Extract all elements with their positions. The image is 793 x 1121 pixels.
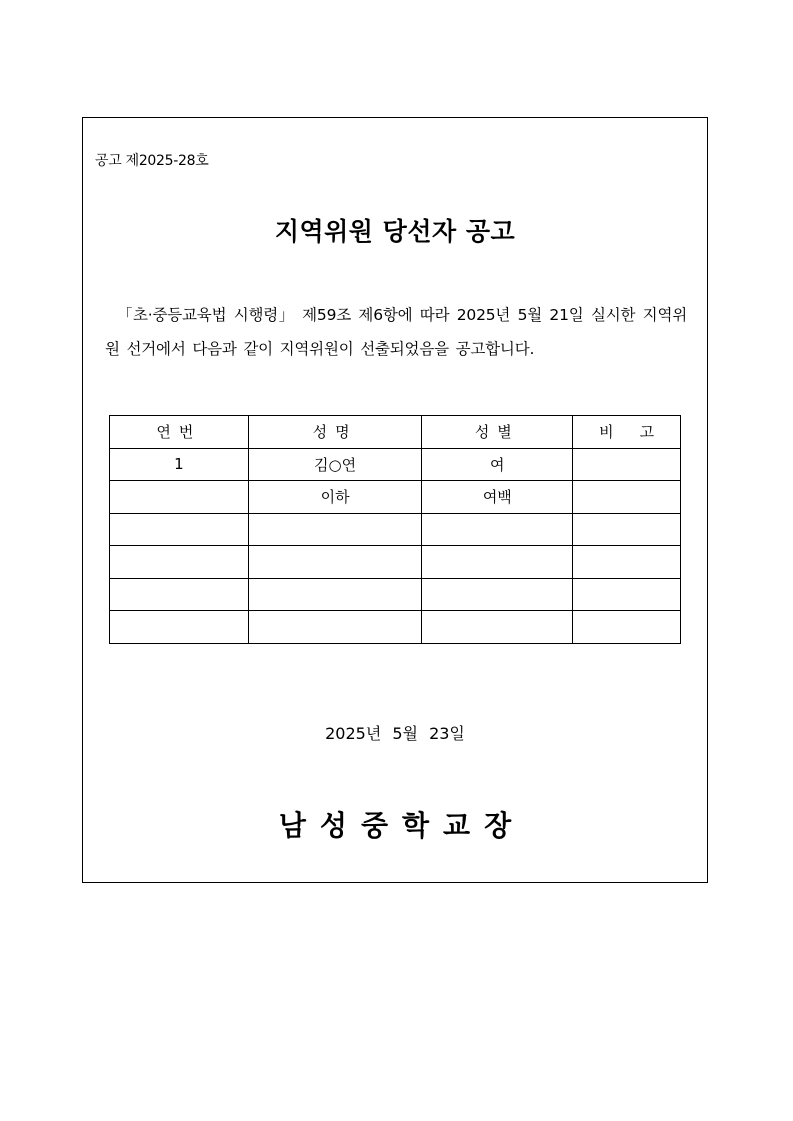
notice-number: 공고 제2025-28호	[95, 153, 209, 169]
table-row	[110, 611, 681, 644]
header-name-label: 성명	[312, 423, 358, 442]
cell-gender	[422, 546, 573, 579]
table-row	[110, 448, 681, 481]
table-row	[110, 578, 681, 611]
notice-frame	[82, 117, 708, 883]
cell-no	[110, 513, 249, 546]
header-remark-label: 비고	[599, 423, 681, 442]
table-row	[110, 513, 681, 546]
cell-gender: 여	[422, 448, 573, 481]
cell-no	[110, 481, 249, 514]
results-table	[109, 415, 681, 644]
cell-gender	[422, 513, 573, 546]
header-gender-label: 성별	[474, 423, 520, 442]
header-no-label: 연번	[156, 423, 202, 442]
header-no	[110, 416, 249, 449]
cell-remark	[573, 546, 681, 579]
header-remark	[573, 416, 681, 449]
cell-no	[110, 611, 249, 644]
table-header-row	[110, 416, 681, 449]
cell-gender: 여백	[422, 481, 573, 514]
cell-remark	[573, 578, 681, 611]
cell-name	[248, 611, 422, 644]
cell-no	[110, 546, 249, 579]
cell-name	[248, 513, 422, 546]
issuer-name: 남성중학교장	[278, 809, 526, 842]
cell-remark	[573, 513, 681, 546]
notice-body	[105, 298, 687, 366]
cell-name	[248, 578, 422, 611]
cell-no	[110, 578, 249, 611]
table-row	[110, 481, 681, 514]
cell-gender	[422, 611, 573, 644]
notice-body-text: 「초·중등교육법 시행령」 제59조 제6항에 따라 2025년 5월 21일 실시한 지역위원 선거에서 다음과 같이 지역위원이 선출되었음을 공고합니다.	[105, 306, 687, 358]
table-row	[110, 546, 681, 579]
cell-no: 1	[110, 448, 249, 481]
cell-remark	[573, 481, 681, 514]
cell-name: 김○연	[248, 448, 422, 481]
cell-remark	[573, 448, 681, 481]
cell-name: 이하	[248, 481, 422, 514]
notice-date: 2025년 5월 23일	[325, 724, 465, 743]
cell-gender	[422, 578, 573, 611]
notice-title: 지역위원 당선자 공고	[274, 217, 516, 246]
cell-name	[248, 546, 422, 579]
header-gender	[422, 416, 573, 449]
header-name	[248, 416, 422, 449]
cell-remark	[573, 611, 681, 644]
